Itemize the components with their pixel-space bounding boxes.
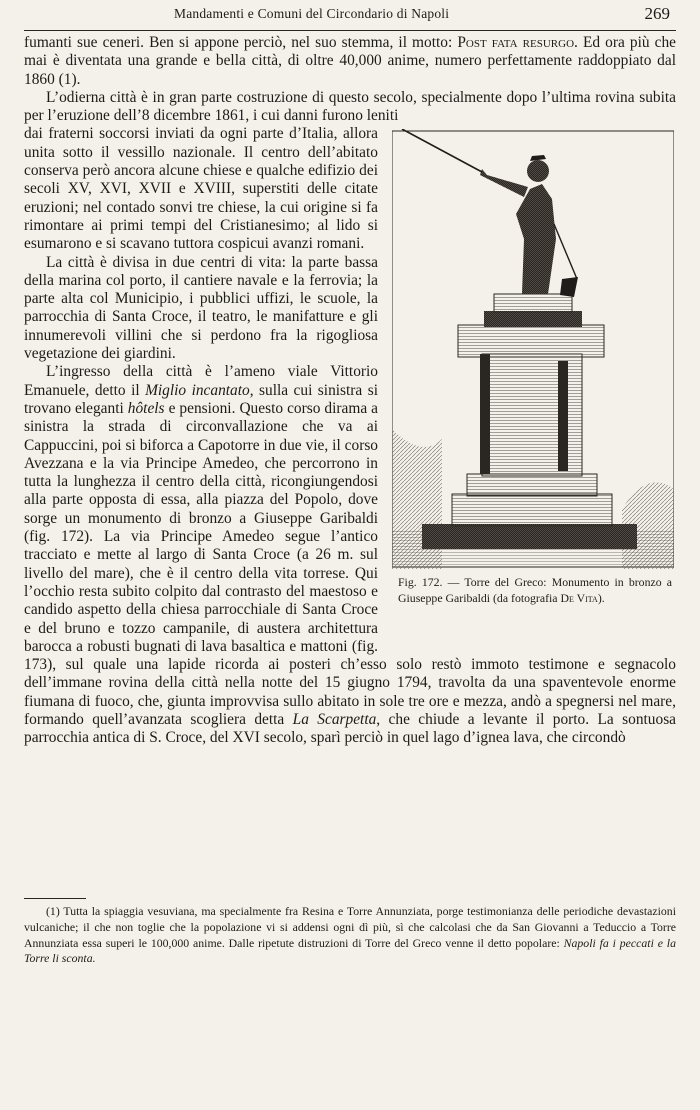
paragraph-text: fumanti sue ceneri. Ben si appone perciò, nel suo stemma, il motto: xyxy=(24,34,458,51)
paragraph-city-centres: La città è divisa in due centri di vita: la parte bassa della marina col porto, il cantiere navale e la ferrovia; la parte alta col Municipio, i pubblici uffizi, le scuole, la parrocchia di Santa Croce, il teatro, le manifatture e gli innumerevoli villini che si perdono fra la rigogliosa vegetazione dei giardini. xyxy=(24,253,378,363)
hotels-word: hôtels xyxy=(127,399,165,417)
popular-saying: Napoli fa i peccati e la Torre li sconta. xyxy=(24,935,676,966)
header-rule xyxy=(24,30,676,31)
caption-credit: De Vita xyxy=(560,590,598,605)
running-title: Mandamenti e Comuni del Circondario di Napoli xyxy=(174,6,450,21)
paragraph-text: , sulla cui sinistra si trovano eleganti xyxy=(24,381,378,417)
caption-text-end: ). xyxy=(597,590,605,605)
figure-caption xyxy=(398,575,672,606)
garibaldi-monument-illustration xyxy=(392,129,674,569)
paragraph-text: , che chiude a levante il porto. La sontuosa parrocchia antica di S. Croce, del XVI secolo, sparì perciò in quel lago d’ignea lava, che circondò xyxy=(24,710,677,747)
paragraph-modern-city xyxy=(24,89,676,126)
figure-172 xyxy=(392,125,676,655)
caption-text: Fig. 172. — Torre del Greco: Monumento in bronzo a Giuseppe Garibaldi (da fotografia xyxy=(398,575,672,605)
page-header xyxy=(24,2,676,30)
motto: Post fata resurgo xyxy=(457,34,575,51)
la-scarpetta: La Scarpetta xyxy=(292,710,377,728)
footnote-text: (1) Tutta la spiaggia vesuviana, ma specialmente fra Resina e Torre Annunziata, porge testimonianza delle periodiche devastazioni vulcaniche; il che non toglie che la popolazione vi si addensi ogni dì più, sì che calcolasi che da San Giovanni a Teduccio a Torre Annunziata essa superi le 100,000 anime. Dalle ripetute distruzioni di Torre del Greco venne il detto popolare: xyxy=(24,904,676,950)
page-number: 269 xyxy=(644,4,670,23)
footnote xyxy=(24,904,676,967)
miglio-incantato: Miglio incantato xyxy=(145,381,250,399)
paragraph-motto xyxy=(24,34,676,89)
paragraph-text: . Ed ora più che mai è diventata una grande e bella città, di oltre 40,000 anime, numero perfettamente raddoppiato dal 1860 (1). xyxy=(24,34,676,88)
paragraph-text-lead: L’odierna città è in gran parte costruzione di questo secolo, specialmente dopo l’ultima rovina subita per l’eruzione dell’8 dicembre 1861, i cui danni furono leniti xyxy=(24,88,676,125)
paragraph-text-rest: dai fraterni soccorsi inviati da ogni parte d’Italia, allora unita sotto il vessillo nazionale. Il centro dell’abitato conserva però ancora alcune chiese e qualche edifizio dei secoli XV, XVI, XVII e XVIII, superstiti delle citate eruzioni; nel contado sonvi tre chiese, la cui origine si fa rimontare ai primi tempi del Cristianesimo; al lido si esumarono e si scavano tuttora cospicui avanzi romani. xyxy=(24,125,378,253)
footnote-rule xyxy=(24,898,86,899)
paragraph-text: e pensioni. Questo corso dirama a sinistra la strada di circonvallazione che va ai Cappuccini, poi si biforca a Capotorre in due vie, il corso Avezzana e la via Principe Amedeo, che percorrono in tutta la lunghezza il centro della città, ricongiungendosi alla parte opposta di essa, alla piazza del Popolo, dove sorge un monumento di bronzo a Giuseppe Garibaldi (fig. 172). La via Principe Amedeo segue l’antico tracciato e mette al largo di Santa Croce (a 26 m. sul livello del mare), che è il centro della vita torrese. Qui l’occhio resta subito colpito dal contrasto del maestoso e candido aspetto della chiesa parrocchiale di Santa Croce e del bruno e tozzo campanile, di austera architettura barocca a robusti bugnati di lava basaltica e mattoni (fig. 173), sul quale una lapide ricorda ai posteri ch’esso solo restò immoto testimone e segnacolo dell’immane rovina della città nella notte del 15 giugno 1794, travolta da una spaventevole enorme fiumana di fuoco, che, giunta improvvisa sullo abitato in sole tre ore e mezza, andò a spegnersi nel mare, formando quell’avanzata scogliera detta xyxy=(24,399,676,728)
paragraph-text: L’ingresso della città è l’ameno viale Vittorio Emanuele, detto il xyxy=(24,363,378,399)
body-text xyxy=(24,34,676,748)
